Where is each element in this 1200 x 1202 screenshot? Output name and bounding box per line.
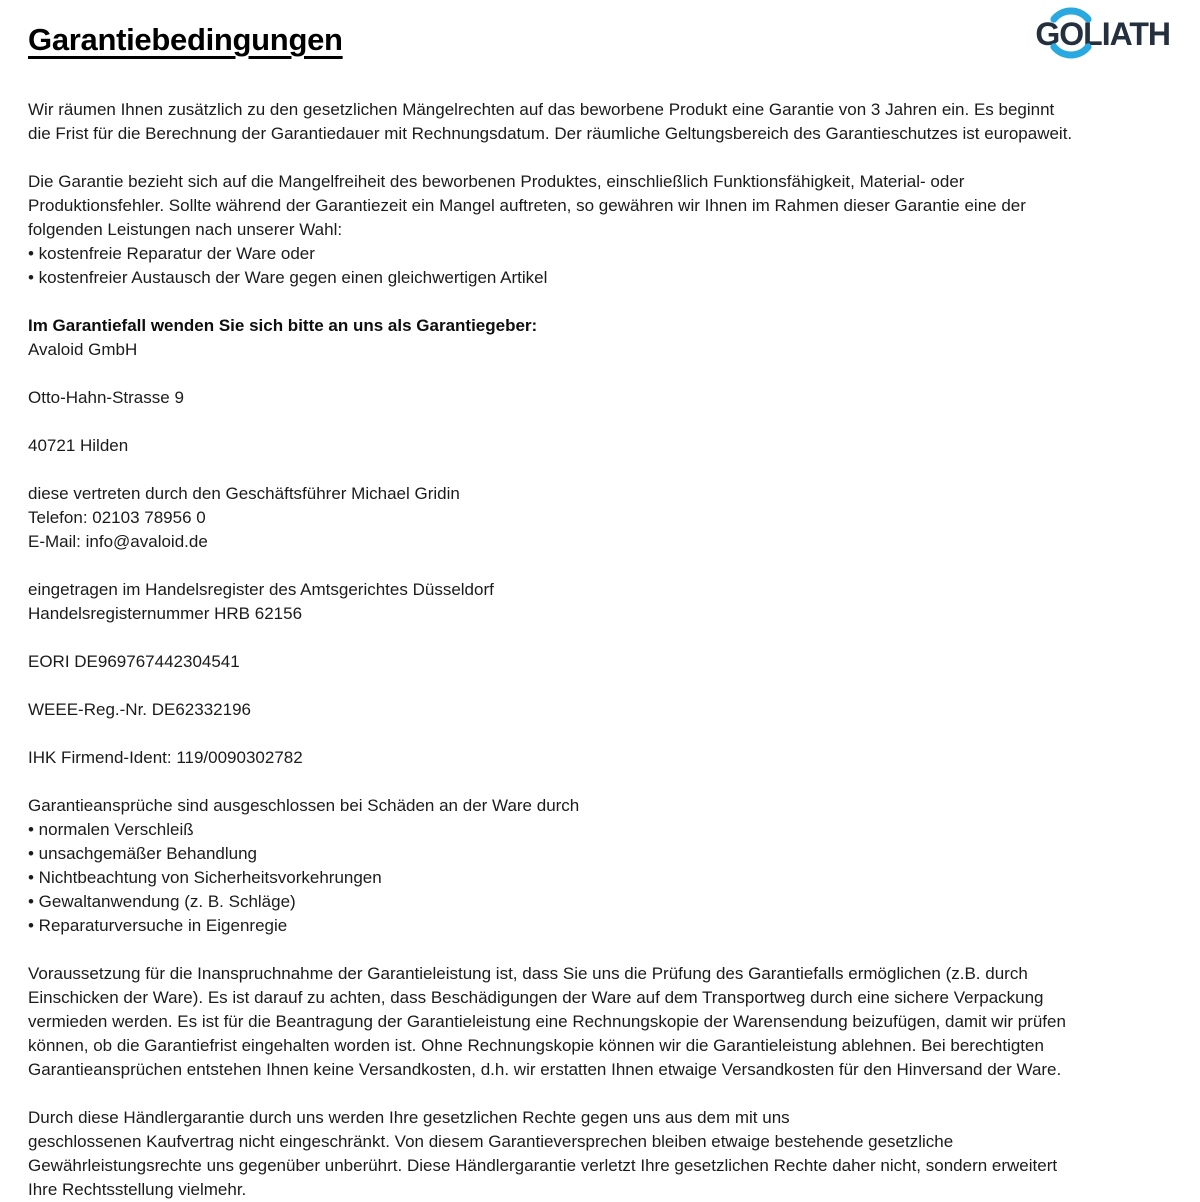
logo-letter-o (1059, 16, 1083, 53)
trade-register (28, 578, 1172, 626)
text-line: EORI DE969767442304541 (28, 652, 240, 671)
text-line: vermieden werden. Es ist für die Beantragung der Garantieleistung eine Rechnungskopie der Warensendung beizufügen, damit wir prüfen (28, 1012, 1066, 1031)
text-line: können, ob die Garantiefrist eingehalten worden ist. Ohne Rechnungskopie können wir die Garantieleistung ablehnen. Bei berechtigten (28, 1036, 1044, 1055)
text-line: IHK Firmend-Ident: 119/0090302782 (28, 748, 303, 767)
logo-letter-g: G (1035, 16, 1060, 52)
guarantor-name (28, 338, 1172, 362)
eori-number (28, 650, 1172, 674)
text-line: • Gewaltanwendung (z. B. Schläge) (28, 892, 296, 911)
text-line: Gewährleistungsrechte uns gegenüber unberührt. Diese Händlergarantie verletzt Ihre gesetzlichen Rechte daher nicht, sondern erweitert (28, 1156, 1058, 1175)
text-line: Avaloid GmbH (28, 340, 138, 359)
text-line: eingetragen im Handelsregister des Amtsgerichtes Düsseldorf (28, 580, 494, 599)
text-line: folgenden Leistungen nach unserer Wahl: (28, 220, 343, 239)
text-line: Voraussetzung für die Inanspruchnahme der Garantieleistung ist, dass Sie uns die Prüfung des Garantiefalls ermöglichen (z.B. durch (28, 964, 1028, 983)
text-line: • kostenfreier Austausch der Ware gegen einen gleichwertigen Artikel (28, 268, 548, 287)
legal-rights-paragraph (28, 1106, 1172, 1202)
warranty-scope-paragraph (28, 170, 1172, 290)
text-line: Garantieansprüche sind ausgeschlossen bei Schäden an der Ware durch (28, 796, 580, 815)
text-line: WEEE-Reg.-Nr. DE62332196 (28, 700, 251, 719)
text-line: Wir räumen Ihnen zusätzlich zu den gesetzlichen Mängelrechten auf das beworbene Produkt eine Garantie von 3 Jahren ein. Es beginnt (28, 100, 1055, 119)
logo-letters-liath: LIATH (1083, 16, 1170, 52)
text-line: Ihre Rechtsstellung vielmehr. (28, 1180, 247, 1199)
intro-paragraph (28, 98, 1172, 146)
text-line: • Reparaturversuche in Eigenregie (28, 916, 288, 935)
text-line: Die Garantie bezieht sich auf die Mangelfreiheit des beworbenen Produktes, einschließlich Funktionsfähigkeit, Material- oder (28, 172, 965, 191)
guarantor-city (28, 434, 1172, 458)
text-line: • Nichtbeachtung von Sicherheitsvorkehrungen (28, 868, 382, 887)
company-logo (1035, 16, 1170, 53)
text-line: Garantieansprüchen entstehen Ihnen keine Versandkosten, d.h. wir erstatten Ihnen etwaige Versandkosten für den Hinversand der Ware. (28, 1060, 1062, 1079)
text-line: Otto-Hahn-Strasse 9 (28, 388, 184, 407)
text-line: • unsachgemäßer Behandlung (28, 844, 257, 863)
logo-letter: O (1059, 16, 1084, 52)
text-line: 40721 Hilden (28, 436, 129, 455)
weee-number (28, 698, 1172, 722)
text-line: • normalen Verschleiß (28, 820, 194, 839)
text-line: Einschicken der Ware). Es ist darauf zu achten, dass Beschädigungen der Ware auf dem Transportweg durch eine sichere Verpackung (28, 988, 1044, 1007)
text-line: Durch diese Händlergarantie durch uns werden Ihre gesetzlichen Rechte gegen uns aus dem mit uns (28, 1108, 790, 1127)
text-line: diese vertreten durch den Geschäftsführer Michael Gridin (28, 484, 460, 503)
text-line: die Frist für die Berechnung der Garantiedauer mit Rechnungsdatum. Der räumliche Geltungsbereich des Garantieschutzes ist europaweit. (28, 124, 1073, 143)
text-line: Im Garantiefall wenden Sie sich bitte an uns als Garantiegeber: (28, 316, 538, 335)
text-line: E-Mail: info@avaloid.de (28, 532, 208, 551)
guarantor-contact (28, 482, 1172, 554)
ihk-ident (28, 746, 1172, 770)
page-title: Garantiebedingungen (28, 22, 343, 57)
guarantor-street (28, 386, 1172, 410)
text-line: Handelsregisternummer HRB 62156 (28, 604, 303, 623)
exclusions-list (28, 794, 1172, 938)
document-body (28, 98, 1172, 1202)
guarantor-heading (28, 314, 1172, 338)
text-line: Telefon: 02103 78956 0 (28, 508, 206, 527)
text-line: geschlossenen Kaufvertrag nicht eingeschränkt. Von diesem Garantieversprechen bleiben etwaige bestehende gesetzliche (28, 1132, 954, 1151)
text-line: Produktionsfehler. Sollte während der Garantiezeit ein Mangel auftreten, so gewähren wir Ihnen im Rahmen dieser Garantie eine der (28, 196, 1026, 215)
claim-conditions-paragraph (28, 962, 1172, 1082)
text-line: • kostenfreie Reparatur der Ware oder (28, 244, 315, 263)
